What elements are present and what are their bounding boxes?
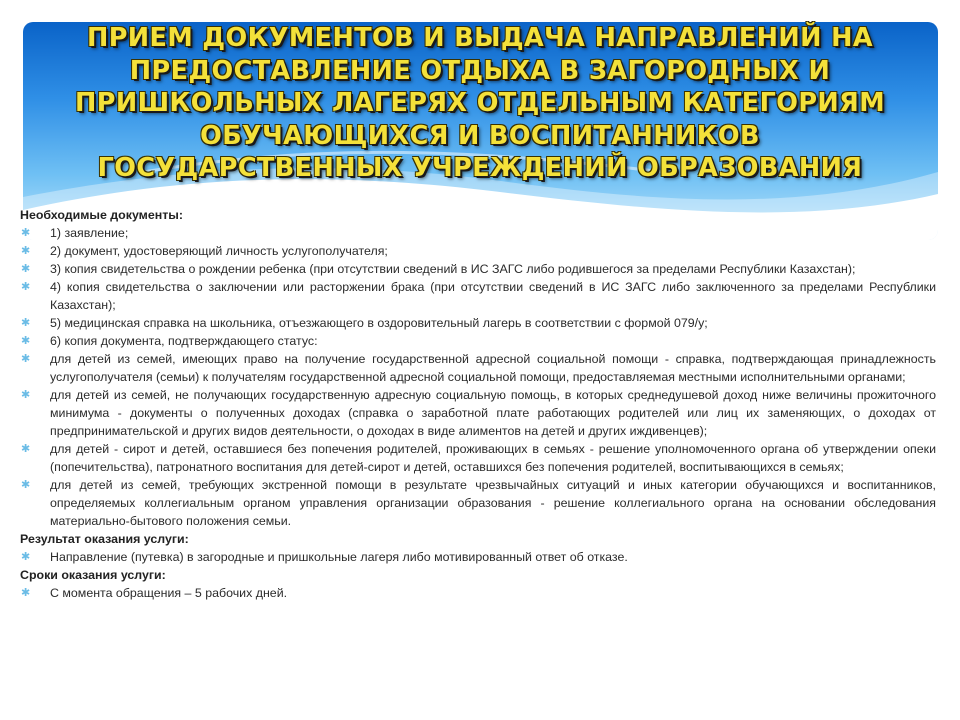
star-bullet-icon: ✱ [21,263,31,275]
list-item [20,476,936,530]
list-item [20,332,936,350]
title-line: ОБУЧАЮЩИХСЯ И ВОСПИТАННИКОВ [200,120,760,151]
list-item-text: 1) заявление; [50,226,129,240]
list-item-text: 3) копия свидетельства о рождении ребенка (при отсутствии сведений в ИС ЗАГС либо родившегося за пределами Республики Казахстан); [50,262,856,276]
list-item-text: 5) медицинская справка на школьника, отъезжающего в оздоровительный лагерь в соответствии с формой 079/у; [50,316,708,330]
list-item-text: 6) копия документа, подтверждающего статус: [50,334,318,348]
star-bullet-icon: ✱ [21,317,31,329]
title-line: ПРЕДОСТАВЛЕНИЕ ОТДЫХА В ЗАГОРОДНЫХ И [129,55,831,86]
page-title [30,22,930,185]
list-item-text: Направление (путевка) в загородные и пришкольные лагеря либо мотивированный ответ об отказе. [50,550,628,564]
star-bullet-icon: ✱ [21,443,31,455]
title-line: ПРИЕМ ДОКУМЕНТОВ И ВЫДАЧА НАПРАВЛЕНИЙ НА [86,23,874,53]
result-list [20,548,936,566]
list-item [20,278,936,314]
star-bullet-icon: ✱ [21,245,31,257]
list-item [20,242,936,260]
title-line: ГОСУДАРСТВЕННЫХ УЧРЕЖДЕНИЙ ОБРАЗОВАНИЯ [97,153,863,183]
star-bullet-icon: ✱ [21,479,31,491]
list-item [20,548,936,566]
star-bullet-icon: ✱ [21,389,31,401]
list-item-text: 4) копия свидетельства о заключении или расторжении брака (при отсутствии сведений в ИС ЗАГС либо заключенного за пределами Республики Казахстан); [50,280,936,312]
star-bullet-icon: ✱ [21,551,31,563]
section-heading-documents: Необходимые документы: [20,208,183,222]
star-bullet-icon: ✱ [21,281,31,293]
list-item [20,314,936,332]
section-heading-result: Результат оказания услуги: [20,532,189,546]
title-line: ПРИШКОЛЬНЫХ ЛАГЕРЯХ ОТДЕЛЬНЫМ КАТЕГОРИЯМ [75,88,885,118]
list-item [20,440,936,476]
list-item-text: для детей из семей, имеющих право на получение государственной адресной социальной помощи - справка, подтверждающая принадлежность услугополучателя (семьи) к получателям государственной адресной социальной помощи, предоставляемая местными исполнительными органами; [50,352,936,384]
list-item-text: для детей из семей, не получающих государственную адресную социальную помощь, в которых среднедушевой доход ниже величины прожиточного минимума - документы о полученных доходах (справка о заработной плате работающих родителей или лиц их заменяющих, о доходах от предпринимательской и других видов деятельности, о доходах в виде алиментов на детей и других иждивенцев); [50,388,936,438]
list-item [20,386,936,440]
star-bullet-icon: ✱ [21,587,31,599]
star-bullet-icon: ✱ [21,335,31,347]
list-item [20,224,936,242]
list-item-text: для детей - сирот и детей, оставшиеся без попечения родителей, проживающих в семьях - решение уполномоченного органа об утверждении опеки (попечительства), патронатного воспитания для детей-сирот и детей, оставшихся без попечения родителей, воспитывающихся в семьях; [50,442,936,474]
star-bullet-icon: ✱ [21,353,31,365]
content-body [20,206,936,602]
list-item-text: для детей из семей, требующих экстренной помощи в результате чрезвычайных ситуаций и иных категории обучающихся и воспитанников, определяемых коллегиальным органом управления организации образования - решение коллегиального органа на основании обследования материально-бытового положения семьи. [50,478,936,528]
list-item-text: 2) документ, удостоверяющий личность услугополучателя; [50,244,388,258]
list-item [20,260,936,278]
list-item [20,350,936,386]
list-item [20,584,936,602]
list-item-text: С момента обращения – 5 рабочих дней. [50,586,288,600]
section-heading-terms: Сроки оказания услуги: [20,568,166,582]
star-bullet-icon: ✱ [21,227,31,239]
documents-list [20,224,936,530]
terms-list [20,584,936,602]
